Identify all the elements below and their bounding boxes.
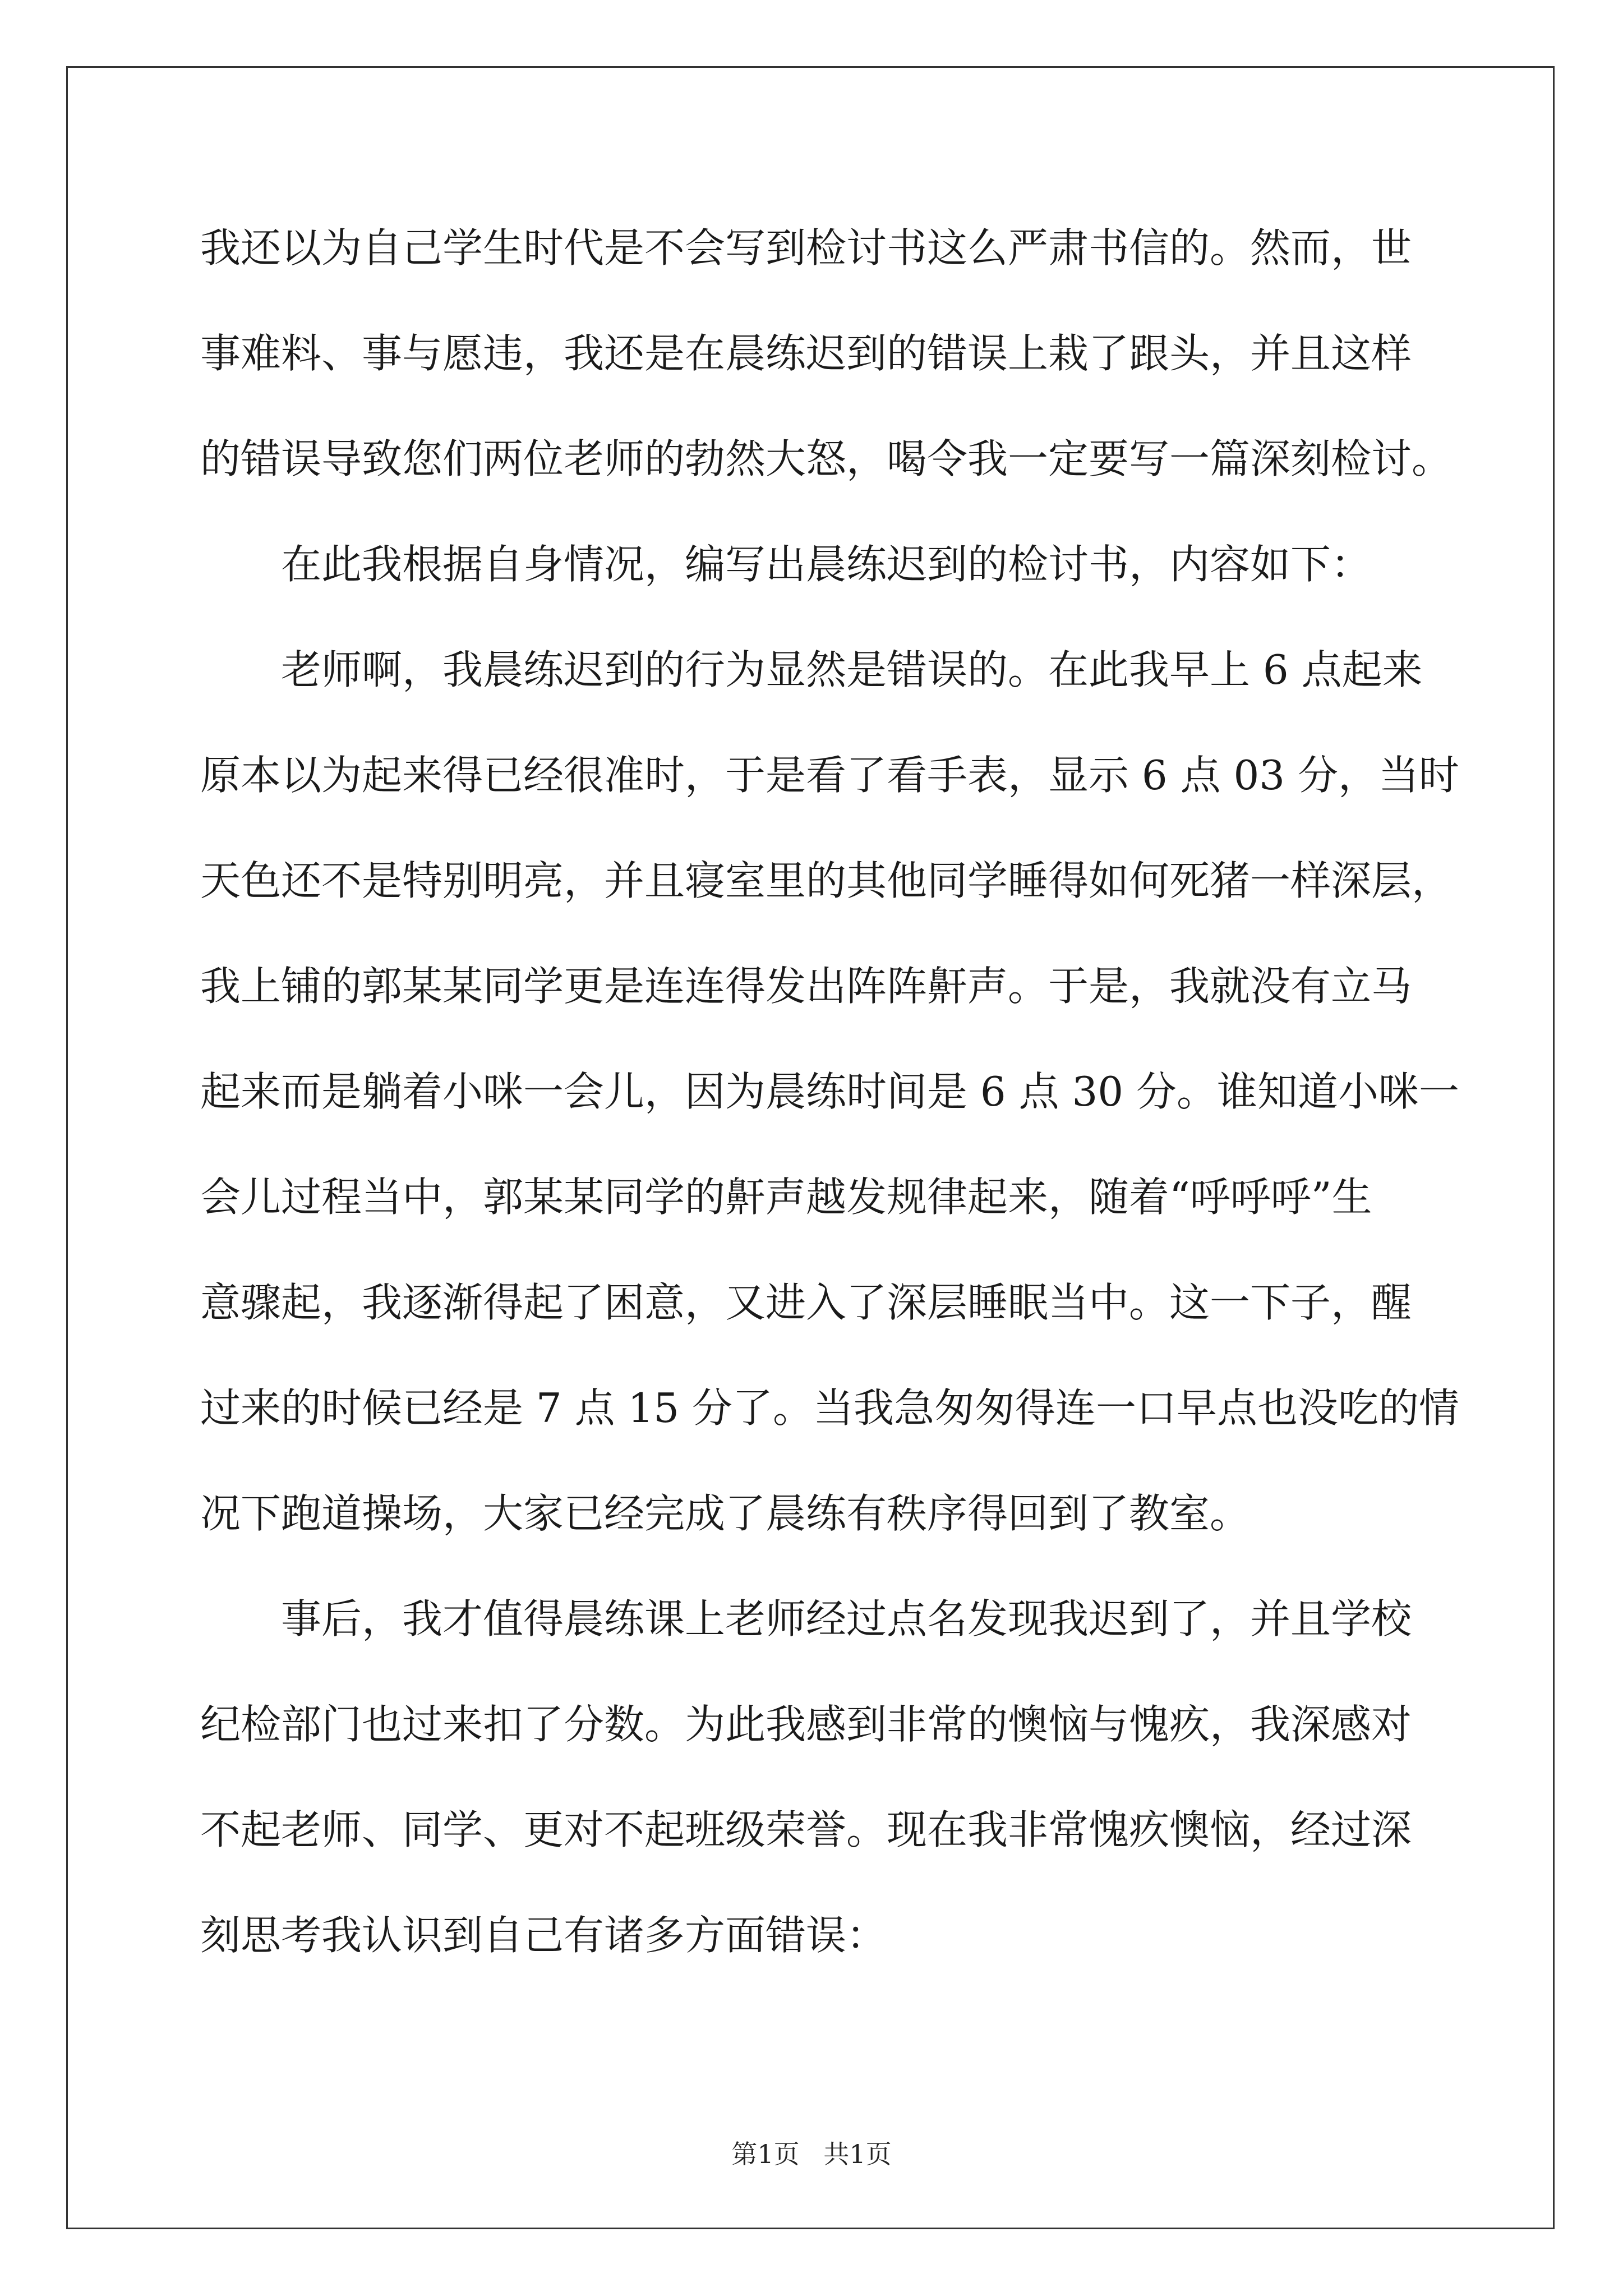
text-line: 会儿过程当中，郭某某同学的鼾声越发规律起来，随着“呼呼呼”生	[200, 1174, 1372, 1221]
text-line: 纪检部门也过来扣了分数。为此我感到非常的懊恼与愧疚，我深感对	[200, 1701, 1412, 1748]
text-line: 况下跑道操场，大家已经完成了晨练有秩序得回到了教室。	[200, 1490, 1251, 1537]
paragraph-start-line: 在此我根据自身情况，编写出晨练迟到的检讨书，内容如下：	[281, 541, 1372, 588]
text-line: 天色还不是特别明亮，并且寝室里的其他同学睡得如何死猪一样深层，	[200, 857, 1453, 904]
text-line: 事难料、事与愿违，我还是在晨练迟到的错误上栽了跟头，并且这样	[200, 330, 1412, 377]
text-line: 不起老师、同学、更对不起班级荣誉。现在我非常愧疚懊恼，经过深	[200, 1806, 1412, 1853]
paragraph-start-line: 事后，我才值得晨练课上老师经过点名发现我迟到了，并且学校	[281, 1595, 1412, 1642]
text-line: 意骤起，我逐渐得起了困意，又进入了深层睡眠当中。这一下子，醒	[200, 1279, 1412, 1326]
text-line: 过来的时候已经是 7 点 15 分了。当我急匆匆得连一口早点也没吃的情	[200, 1384, 1459, 1432]
text-line: 原本以为起来得已经很准时，于是看了看手表，显示 6 点 03 分，当时	[200, 752, 1459, 799]
page-total: 共1页	[823, 2139, 892, 2169]
text-line: 的错误导致您们两位老师的勃然大怒，喝令我一定要写一篇深刻检讨。	[200, 435, 1453, 482]
paragraph-start-line: 老师啊，我晨练迟到的行为显然是错误的。在此我早上 6 点起来	[281, 646, 1423, 693]
text-line: 我上铺的郭某某同学更是连连得发出阵阵鼾声。于是，我就没有立马	[200, 963, 1412, 1010]
page-footer	[0, 2137, 1623, 2171]
text-line: 起来而是躺着小咪一会儿，因为晨练时间是 6 点 30 分。谁知道小咪一	[200, 1068, 1459, 1115]
text-line: 我还以为自己学生时代是不会写到检讨书这么严肃书信的。然而，世	[200, 224, 1412, 272]
page-number: 第1页	[731, 2139, 800, 2169]
text-line: 刻思考我认识到自己有诸多方面错误：	[200, 1912, 887, 1959]
